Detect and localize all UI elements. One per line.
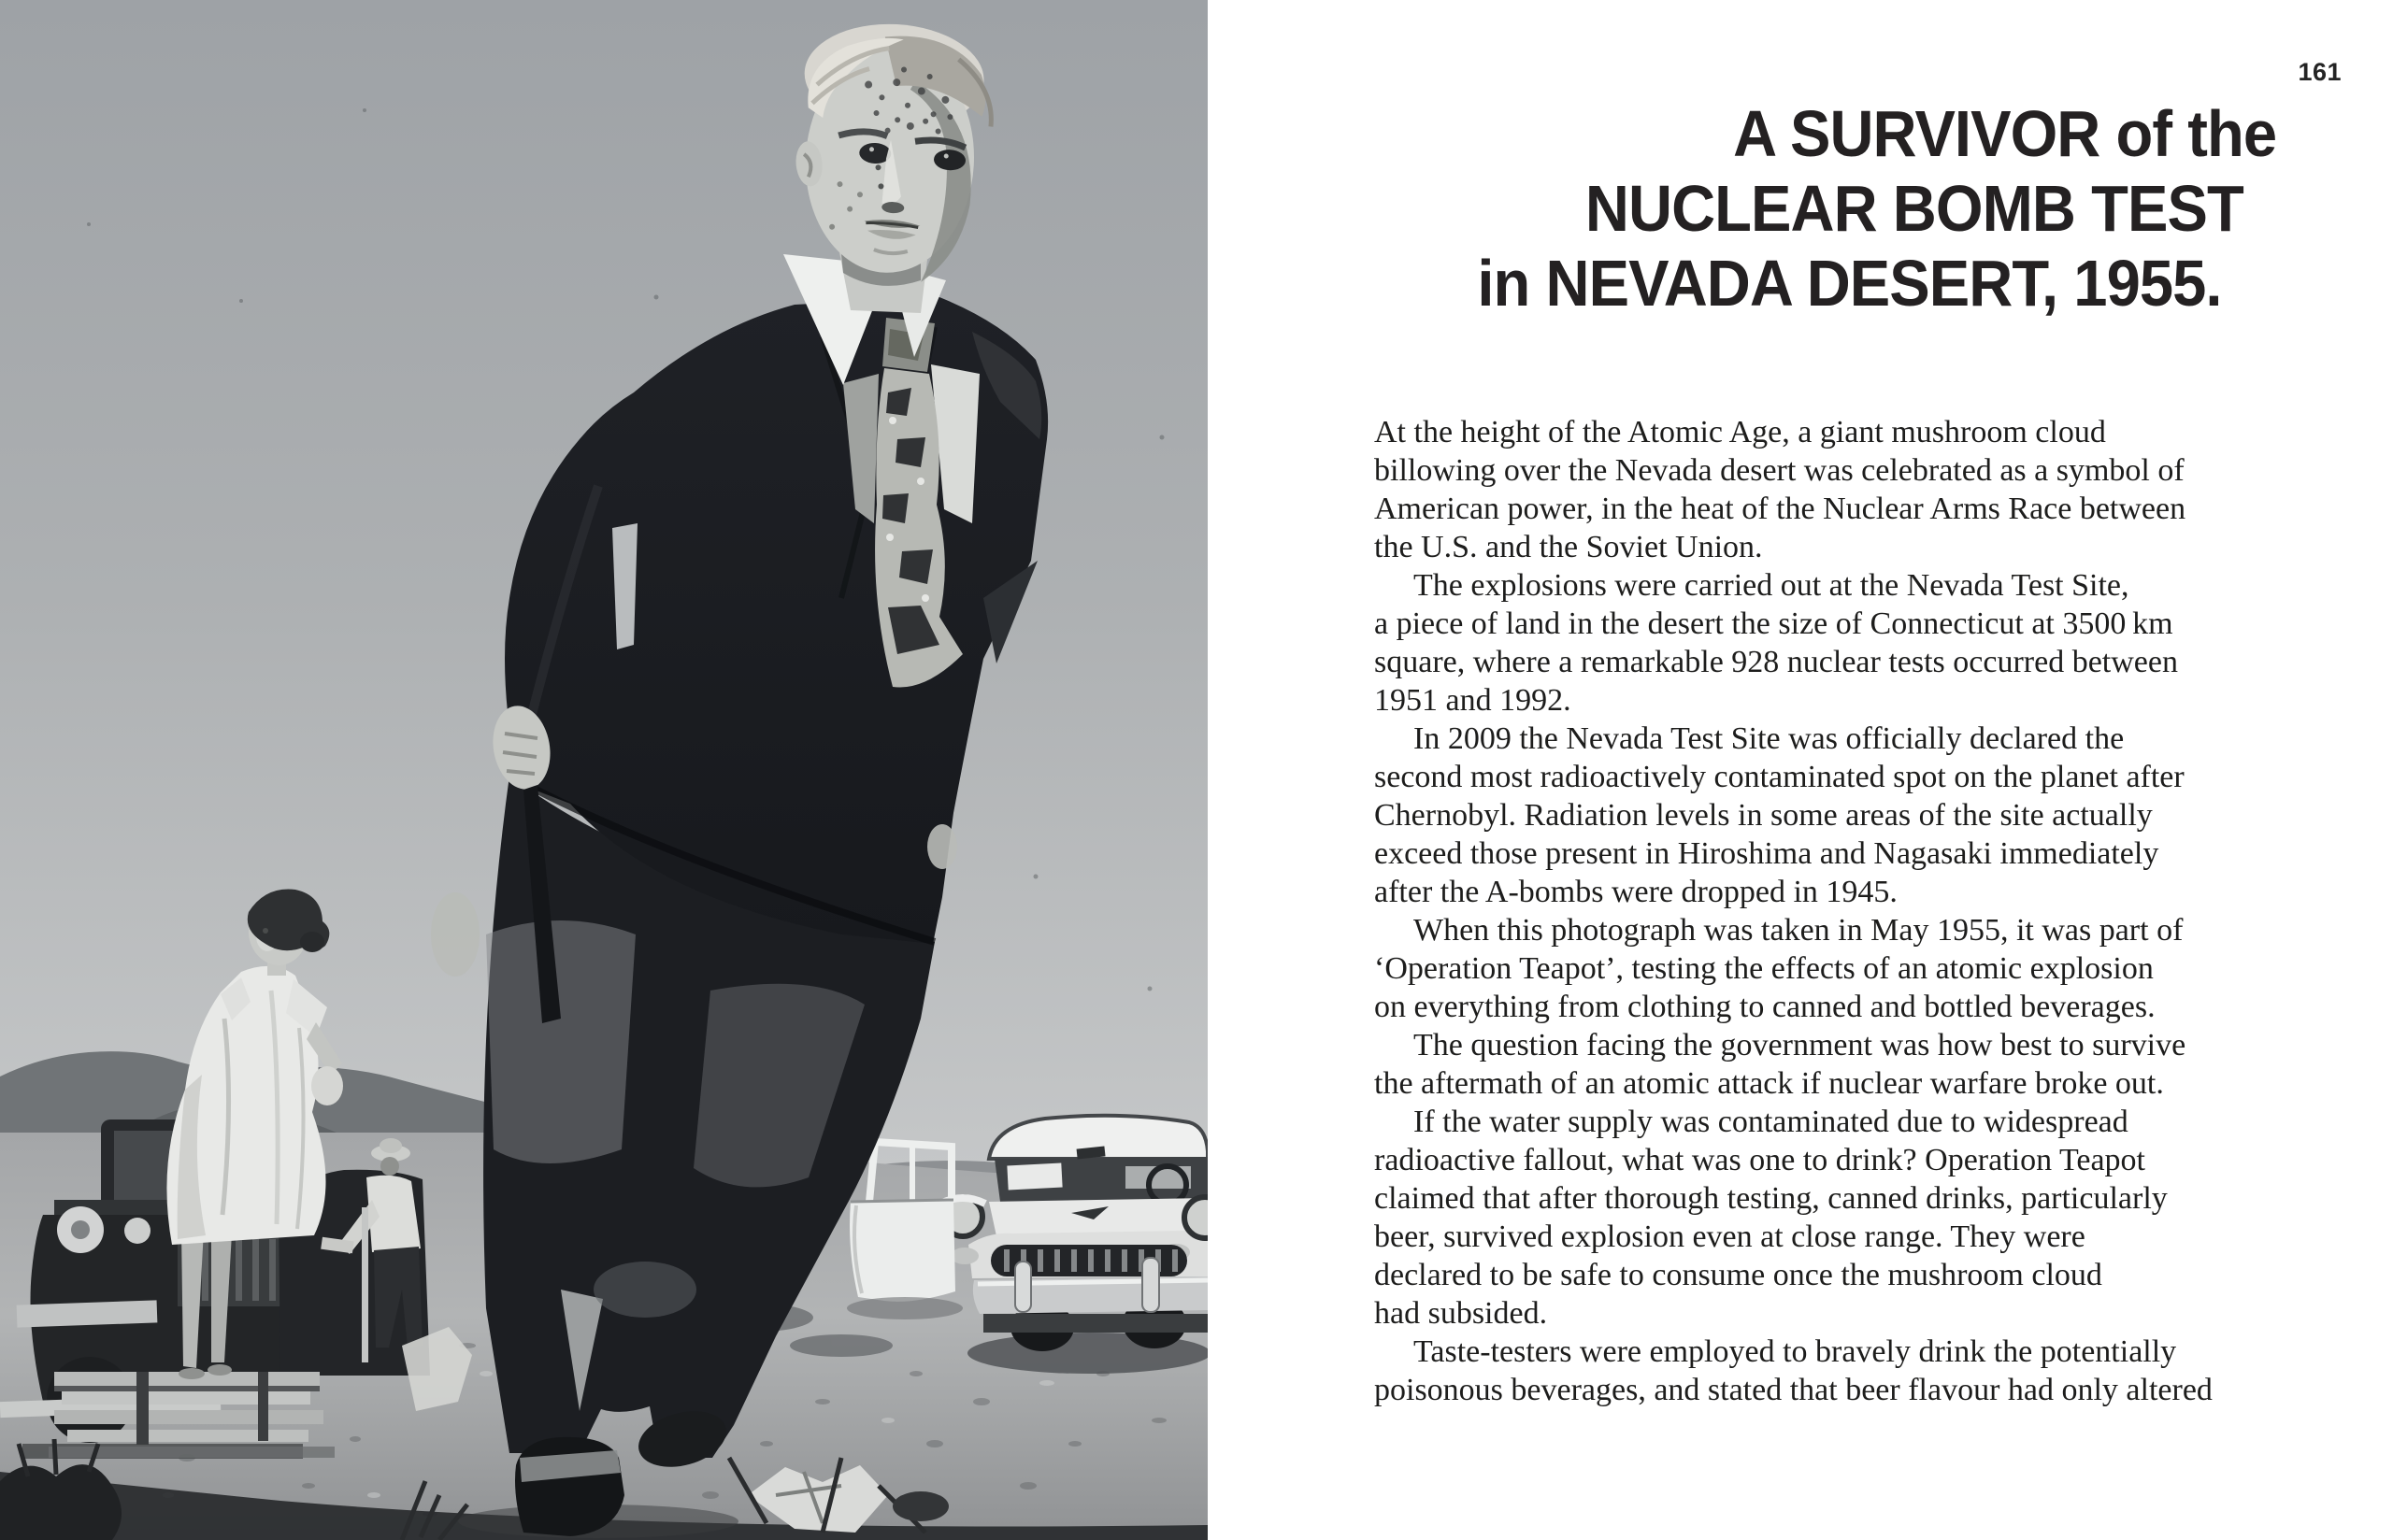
body-line: The question facing the government was how best to survive	[1413, 1028, 2186, 1062]
body-line: ‘Operation Teapot’, testing the effects of an atomic explosion	[1374, 951, 2154, 986]
body-line: the U.S. and the Soviet Union.	[1374, 530, 1763, 564]
body-line: beer, survived explosion even at close range. They were	[1374, 1219, 2085, 1254]
paragraph	[1374, 413, 2213, 566]
body-line: on everything from clothing to canned and bottled beverages.	[1374, 990, 2156, 1024]
body-line: square, where a remarkable 928 nuclear tests occurred between	[1374, 645, 2178, 679]
body-line: second most radioactively contaminated spot on the planet after	[1374, 760, 2185, 794]
body-line: At the height of the Atomic Age, a giant mushroom cloud	[1374, 415, 2106, 449]
title-line: NUCLEAR BOMB TEST	[1584, 172, 2243, 245]
body-line: after the A-bombs were dropped in 1945.	[1374, 875, 1898, 909]
body-line: poisonous beverages, and stated that beer flavour had only altered	[1374, 1373, 2213, 1407]
title-line: A SURVIVOR of the	[1732, 97, 2276, 170]
body-line: When this photograph was taken in May 1955, it was part of	[1413, 913, 2184, 948]
paragraph	[1374, 566, 2213, 720]
body-line: Taste-testers were employed to bravely drink the potentially	[1413, 1334, 2177, 1369]
body-line: billowing over the Nevada desert was celebrated as a symbol of	[1374, 453, 2185, 488]
paragraph	[1374, 911, 2213, 1026]
paragraph	[1374, 720, 2213, 911]
body-line: radioactive fallout, what was one to drink? Operation Teapot	[1374, 1143, 2145, 1177]
paragraph	[1374, 1026, 2213, 1103]
article-body	[1374, 413, 2213, 1409]
page-number: 161	[2298, 58, 2342, 86]
mannequin-stand-pole	[362, 1207, 368, 1362]
body-line: If the water supply was contaminated due to widespread	[1413, 1105, 2128, 1139]
article-title	[1477, 96, 2276, 321]
body-line: Chernobyl. Radiation levels in some areas of the site actually	[1374, 798, 2153, 833]
body-line: exceed those present in Hiroshima and Nagasaki immediately	[1374, 836, 2159, 871]
body-line: American power, in the heat of the Nuclear Arms Race between	[1374, 492, 2186, 526]
body-line: declared to be safe to consume once the mushroom cloud	[1374, 1258, 2102, 1292]
body-line: had subsided.	[1374, 1296, 1548, 1331]
paragraph	[1374, 1103, 2213, 1333]
body-line: 1951 and 1992.	[1374, 683, 1571, 718]
paragraph	[1374, 1333, 2213, 1409]
title-line: in NEVADA DESERT, 1955.	[1477, 247, 2222, 320]
body-line: The explosions were carried out at the Nevada Test Site,	[1413, 568, 2129, 603]
body-line: claimed that after thorough testing, canned drinks, particularly	[1374, 1181, 2168, 1216]
body-line: In 2009 the Nevada Test Site was officially declared the	[1413, 721, 2125, 756]
body-line: a piece of land in the desert the size of Connecticut at 3500 km	[1374, 606, 2173, 641]
body-line: the aftermath of an atomic attack if nuclear warfare broke out.	[1374, 1066, 2164, 1101]
